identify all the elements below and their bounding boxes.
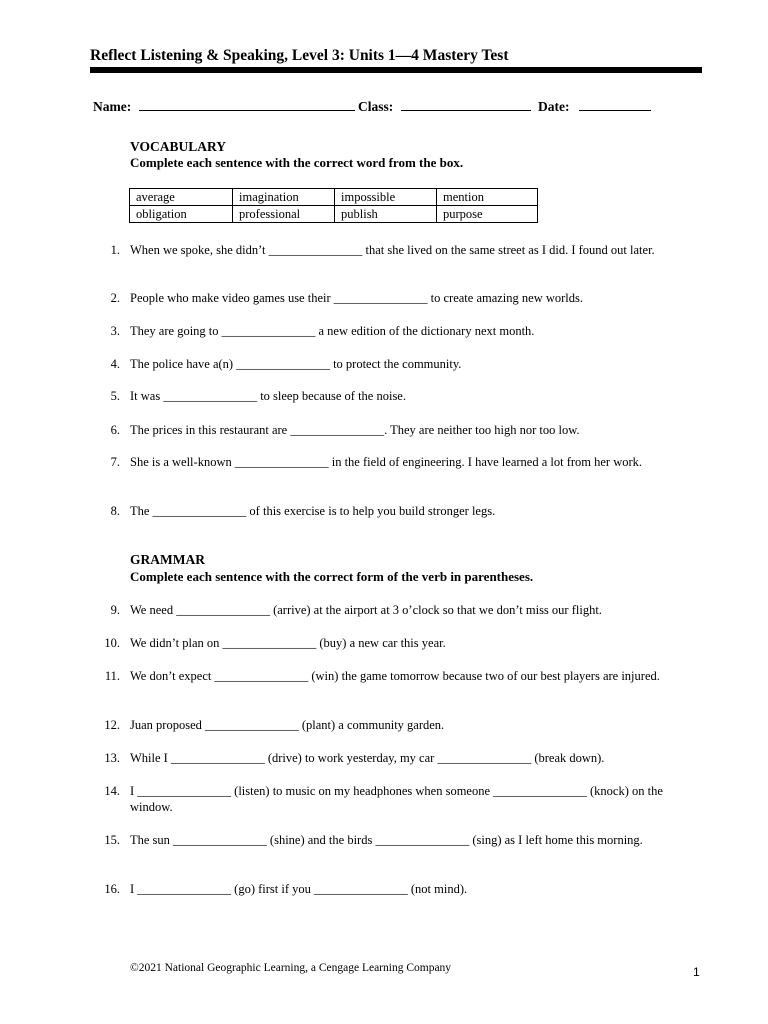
name-label: Name:: [93, 99, 132, 114]
question-number: 9.: [110, 603, 120, 617]
header-rule: [90, 67, 702, 73]
word-box-cell: impossible: [335, 189, 437, 206]
grammar-instruction: Complete each sentence with the correct form of the verb in parentheses.: [130, 569, 534, 584]
question-number: 5.: [110, 389, 120, 403]
date-blank[interactable]: [579, 96, 651, 111]
question-number: 8.: [110, 504, 120, 518]
word-box: [129, 188, 538, 223]
question-text: The police have a(n) _______________ to protect the community.: [130, 357, 462, 371]
question-item: [96, 323, 696, 339]
question-number: 12.: [104, 718, 120, 732]
date-label: Date:: [538, 99, 570, 114]
word-box-row: [130, 189, 538, 206]
question-text: The _______________ of this exercise is to help you build stronger legs.: [130, 504, 496, 518]
question-text: Juan proposed _______________ (plant) a community garden.: [130, 718, 445, 732]
word-box-cell: mention: [437, 189, 538, 206]
question-number: 7.: [110, 455, 120, 469]
question-number: 13.: [104, 751, 120, 765]
question-item: [96, 881, 696, 897]
question-number: 2.: [110, 291, 120, 305]
question-item: [96, 454, 696, 470]
question-text: She is a well-known _______________ in the field of engineering. I have learned a lot from her work.: [130, 455, 643, 469]
question-text: They are going to _______________ a new edition of the dictionary next month.: [130, 324, 535, 338]
question-text: I _______________ (listen) to music on my headphones when someone _______________ (knock) on the window.: [130, 784, 663, 814]
question-text: We need _______________ (arrive) at the airport at 3 o’clock so that we don’t miss our flight.: [130, 603, 602, 617]
question-number: 4.: [110, 357, 120, 371]
student-info-line: [93, 96, 693, 115]
question-text: We don’t expect _______________ (win) the game tomorrow because two of our best players are injured.: [130, 669, 660, 683]
name-blank[interactable]: [139, 96, 355, 111]
word-box-cell: purpose: [437, 206, 538, 223]
question-item: [96, 388, 696, 404]
class-label: Class:: [357, 99, 394, 114]
question-item: [96, 750, 696, 766]
vocabulary-title: VOCABULARY: [130, 139, 227, 154]
question-item: [96, 290, 696, 306]
question-item: [96, 602, 696, 618]
question-text: I _______________ (go) first if you _______________ (not mind).: [130, 882, 468, 896]
question-number: 6.: [110, 423, 120, 437]
word-box-cell: obligation: [130, 206, 233, 223]
vocabulary-instruction: Complete each sentence with the correct word from the box.: [130, 155, 464, 170]
question-item: [96, 242, 696, 258]
question-number: 16.: [104, 882, 120, 896]
word-box-row: [130, 206, 538, 223]
question-text: People who make video games use their _______________ to create amazing new worlds.: [130, 291, 584, 305]
question-item: [96, 356, 696, 372]
question-item: [96, 668, 696, 684]
question-number: 10.: [104, 636, 120, 650]
question-item: [96, 783, 696, 815]
question-text: The sun _______________ (shine) and the birds _______________ (sing) as I left home this morning.: [130, 833, 643, 847]
question-item: [96, 832, 696, 848]
question-text: When we spoke, she didn’t _______________ that she lived on the same street as I did. I found out later.: [130, 243, 655, 257]
class-blank[interactable]: [401, 96, 531, 111]
question-item: [96, 422, 696, 438]
question-number: 15.: [104, 833, 120, 847]
copyright-notice: ©2021 National Geographic Learning, a Cengage Learning Company: [130, 962, 452, 974]
question-text: The prices in this restaurant are _______________. They are neither too high nor too low.: [130, 423, 580, 437]
grammar-title: GRAMMAR: [130, 552, 205, 567]
word-box-cell: publish: [335, 206, 437, 223]
question-item: [96, 503, 696, 519]
question-text: It was _______________ to sleep because of the noise.: [130, 389, 406, 403]
question-item: [96, 635, 696, 651]
page-number: 1: [693, 965, 700, 979]
word-box-cell: imagination: [233, 189, 335, 206]
question-text: While I _______________ (drive) to work yesterday, my car _______________ (break down).: [130, 751, 605, 765]
word-box-cell: professional: [233, 206, 335, 223]
document-title: Reflect Listening & Speaking, Level 3: Units 1—4 Mastery Test: [90, 47, 509, 64]
question-number: 11.: [104, 669, 120, 683]
question-number: 14.: [104, 784, 120, 798]
question-text: We didn’t plan on _______________ (buy) a new car this year.: [130, 636, 446, 650]
word-box-cell: average: [130, 189, 233, 206]
question-item: [96, 717, 696, 733]
question-number: 3.: [110, 324, 120, 338]
question-number: 1.: [110, 243, 120, 257]
